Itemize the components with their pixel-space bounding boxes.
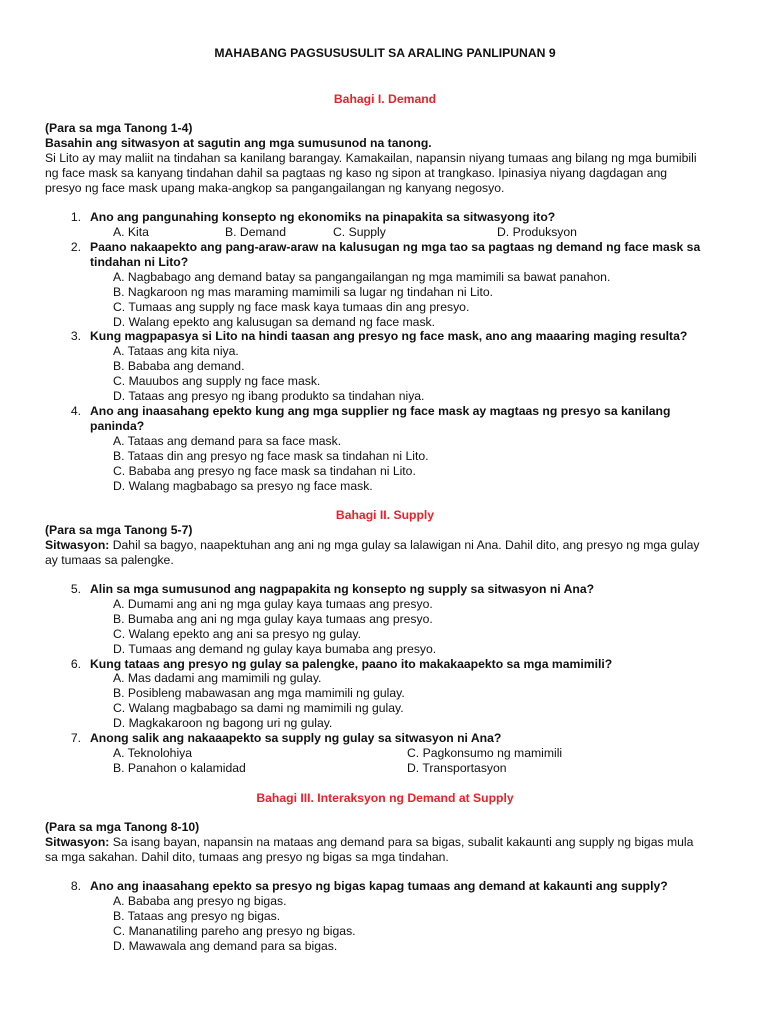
choice-b: B. Tataas din ang presyo ng face mask sa tindahan ni Lito. — [113, 449, 429, 463]
section-heading-interaction: Bahagi III. Interaksyon ng Demand at Supply — [256, 791, 514, 805]
scenario-line: sa mga sakahan. Dahil dito, tumaas ang presyo ng bigas sa mga tindahan. — [45, 850, 449, 864]
choice-a: A. Teknolohiya — [113, 746, 193, 760]
question-number: 6. — [70, 657, 81, 671]
section-heading-supply: Bahagi II. Supply — [335, 508, 435, 522]
choice-b: B. Bababa ang demand. — [113, 359, 245, 373]
choice-d: D. Mawawala ang demand para sa bigas. — [113, 939, 338, 953]
scenario-label: Sitwasyon: — [45, 835, 110, 849]
question-text: Paano nakaapekto ang pang-araw-araw na kalusugan ng mga tao sa pagtaas ng demand ng face mask sa — [90, 240, 701, 254]
question-number: 8. — [70, 879, 81, 893]
question-text: Ano ang pangunahing konsepto ng ekonomiks na pinapakita sa sitwasyong ito? — [90, 210, 556, 224]
choice-c: C. Tumaas ang supply ng face mask kaya tumaas din ang presyo. — [113, 300, 470, 314]
question-number: 7. — [70, 731, 81, 745]
choice-b: B. Panahon o kalamidad — [113, 761, 246, 775]
question-range: (Para sa mga Tanong 5-7) — [45, 523, 193, 537]
choice-c: C. Walang epekto ang ani sa presyo ng gulay. — [113, 627, 361, 641]
question-range: (Para sa mga Tanong 1-4) — [45, 121, 193, 135]
scenario-line: presyo ng face mask upang maka-angkop sa pangangailangan ng kanyang negosyo. — [45, 181, 505, 195]
question-text: Ano ang inaasahang epekto sa presyo ng bigas kapag tumaas ang demand at kakaunti ang supply? — [90, 879, 668, 893]
choice-d: D. Transportasyon — [407, 761, 507, 775]
choice-a: A. Dumami ang ani ng mga gulay kaya tumaas ang presyo. — [113, 597, 433, 611]
scenario-text: Sa isang bayan, napansin na mataas ang demand para sa bigas, subalit kakaunti ang supply ng bigas mula — [109, 835, 694, 849]
choice-c: C. Mauubos ang supply ng face mask. — [113, 374, 321, 388]
choice-c: C. Supply — [333, 225, 386, 239]
choice-a: A. Nagbabago ang demand batay sa pangangailangan ng mga mamimili sa bawat panahon. — [113, 270, 611, 284]
choice-b: B. Nagkaroon ng mas maraming mamimili sa lugar ng tindahan ni Lito. — [113, 285, 494, 299]
question-number: 5. — [70, 582, 81, 596]
choice-d: D. Produksyon — [497, 225, 577, 239]
choice-a: A. Tataas ang kita niya. — [113, 344, 239, 358]
choice-b: B. Demand — [225, 225, 286, 239]
choice-a: A. Tataas ang demand para sa face mask. — [113, 434, 342, 448]
section-heading-demand: Bahagi I. Demand — [333, 92, 437, 106]
question-number: 3. — [70, 329, 81, 343]
instruction: Basahin ang sitwasyon at sagutin ang mga sumusunod na tanong. — [45, 136, 432, 150]
question-text-cont: tindahan ni Lito? — [90, 255, 189, 269]
choice-c: C. Bababa ang presyo ng face mask sa tindahan ni Lito. — [113, 464, 416, 478]
document-title: MAHABANG PAGSUSUSULIT SA ARALING PANLIPUNAN 9 — [214, 46, 556, 60]
scenario-text: Dahil sa bagyo, naapektuhan ang ani ng mga gulay sa lalawigan ni Ana. Dahil dito, ang presyo ng mga gulay — [109, 538, 700, 552]
choice-b: B. Tataas ang presyo ng bigas. — [113, 909, 281, 923]
scenario-label: Sitwasyon: — [45, 538, 110, 552]
choice-c: C. Walang magbabago sa dami ng mamimili ng gulay. — [113, 701, 404, 715]
scenario-line: Si Lito ay may maliit na tindahan sa kanilang barangay. Kamakailan, napansin niyang tumaas ang bilang ng mga bumibili — [45, 151, 697, 165]
scenario-line: ng face mask sa kanyang tindahan dahil sa pagtaas ng kaso ng sipon at trangkaso. Ipinasiya niyang dagdagan ang — [45, 166, 668, 180]
choice-a: A. Mas dadami ang mamimili ng gulay. — [113, 671, 322, 685]
choice-b: B. Posibleng mabawasan ang mga mamimili ng gulay. — [113, 686, 405, 700]
question-text: Ano ang inaasahang epekto kung ang mga supplier ng face mask ay magtaas ng presyo sa kanilang — [90, 404, 671, 418]
choice-d: D. Walang magbabago sa presyo ng face mask. — [113, 479, 373, 493]
question-text-cont: paninda? — [90, 419, 145, 433]
scenario-line: ay tumaas sa palengke. — [45, 553, 174, 567]
question-text: Anong salik ang nakaaapekto sa supply ng gulay sa sitwasyon ni Ana? — [90, 731, 502, 745]
choice-d: D. Walang epekto ang kalusugan sa demand ng face mask. — [113, 315, 436, 329]
question-range: (Para sa mga Tanong 8-10) — [45, 820, 200, 834]
scenario-line — [45, 538, 699, 553]
choice-d: D. Magkakaroon ng bagong uri ng gulay. — [113, 716, 333, 730]
choice-d: D. Tumaas ang demand ng gulay kaya bumaba ang presyo. — [113, 642, 437, 656]
question-number: 4. — [70, 404, 81, 418]
choice-a: A. Kita — [113, 225, 149, 239]
choice-c: C. Pagkonsumo ng mamimili — [407, 746, 563, 760]
choice-b: B. Bumaba ang ani ng mga gulay kaya tumaas ang presyo. — [113, 612, 433, 626]
choice-c: C. Mananatiling pareho ang presyo ng bigas. — [113, 924, 356, 938]
question-text: Alin sa mga sumusunod ang nagpapakita ng konsepto ng supply sa sitwasyon ni Ana? — [90, 582, 595, 596]
question-number: 1. — [70, 210, 81, 224]
question-text: Kung tataas ang presyo ng gulay sa palengke, paano ito makakaapekto sa mga mamimili? — [90, 657, 613, 671]
question-text: Kung magpapasya si Lito na hindi taasan ang presyo ng face mask, ano ang maaaring maging resulta? — [90, 329, 688, 343]
choice-d: D. Tataas ang presyo ng ibang produkto sa tindahan niya. — [113, 389, 425, 403]
scenario-line — [45, 835, 693, 850]
question-number: 2. — [70, 240, 81, 254]
choice-a: A. Bababa ang presyo ng bigas. — [113, 894, 287, 908]
